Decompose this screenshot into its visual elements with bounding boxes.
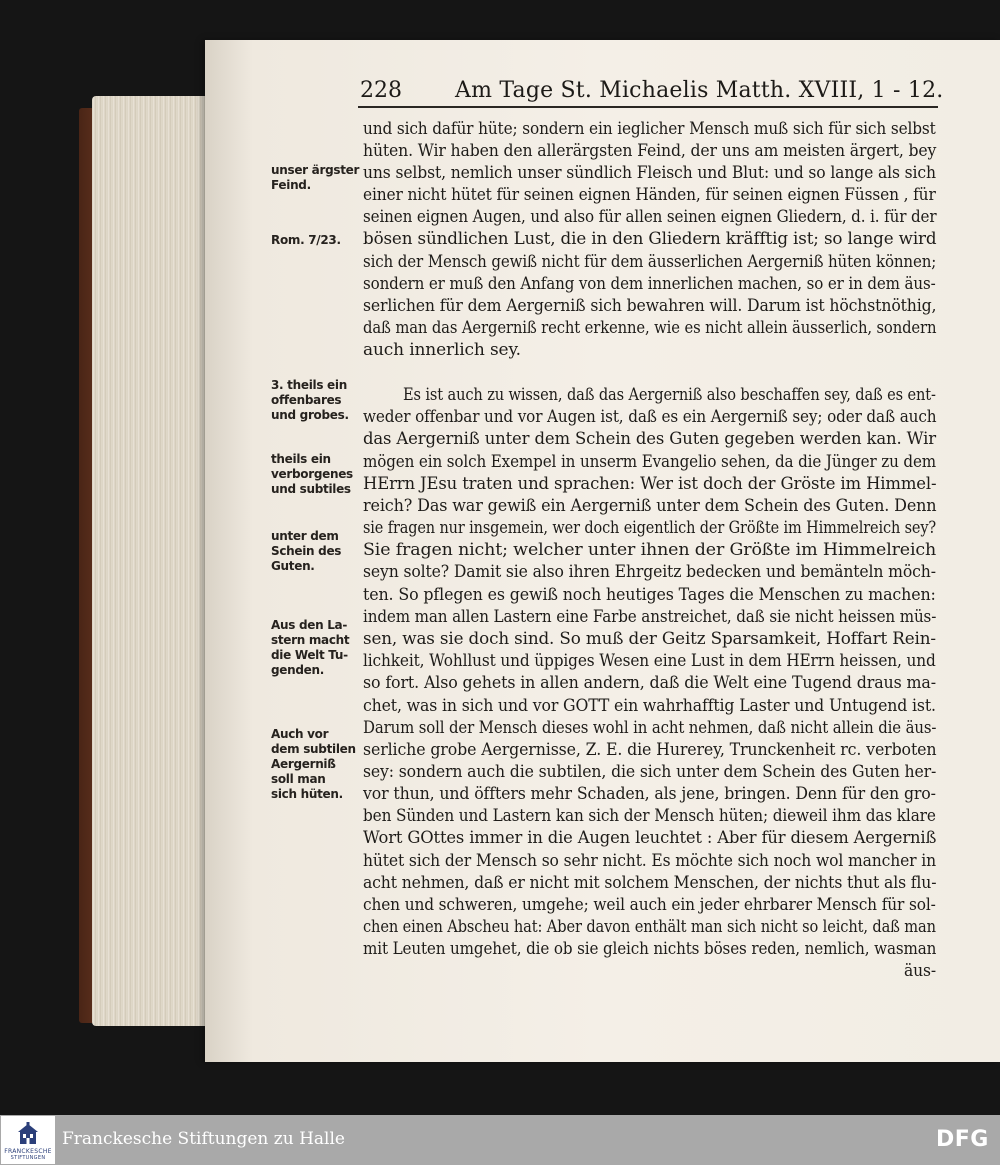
margin-note: theils ein verborgenes und subtiles: [271, 452, 353, 496]
text-line: Es ist auch zu wissen, daß das Aergerniß also beschaffen sey, daß es ent-: [403, 385, 936, 405]
text-line: serliche grobe Aergernisse, Z. E. die Hurerey, Trunckenheit rc. verboten: [363, 740, 937, 760]
institution-logo[interactable]: [1, 1116, 55, 1164]
text-line: Sie fragen nicht; welcher unter ihnen der Größte im Himmelreich: [363, 540, 937, 560]
margin-note: unser ärgster Feind.: [271, 163, 360, 192]
orphanage-building-icon: [18, 1122, 38, 1146]
text-line: und sich dafür hüte; sondern ein ieglicher Mensch muß sich für sich selbst: [363, 119, 936, 139]
text-line: einer nicht hütet für seinen eignen Händen, für seinen eignen Füssen , für: [363, 185, 936, 205]
page-number: 228: [360, 78, 402, 103]
running-title: Am Tage St. Michaelis Matth. XVIII, 1 - 12.: [455, 78, 944, 103]
text-line: sen, was sie doch sind. So muß der Geitz Sparsamkeit, Hoffart Rein-: [363, 629, 936, 649]
margin-note: 3. theils ein offenbares und grobes.: [271, 378, 349, 422]
text-line: lichkeit, Wohllust und üppiges Wesen eine Lust in dem HErrn heissen, und: [363, 651, 936, 671]
text-line: sie fragen nur insgemein, wer doch eigentlich der Größte im Himmelreich sey?: [363, 518, 937, 538]
text-line: serlichen für dem Aergerniß sich bewahren will. Darum ist höchstnöthig,: [363, 296, 937, 316]
text-line: das Aergerniß unter dem Schein des Guten gegeben werden kan. Wir: [363, 429, 936, 449]
text-line: sich der Mensch gewiß nicht für dem äusserlichen Aergerniß hüten können;: [363, 252, 937, 272]
text-line: auch innerlich sey.: [363, 340, 521, 360]
text-line: acht nehmen, daß er nicht mit solchem Menschen, der nichts thut als flu-: [363, 873, 937, 893]
text-line: weder offenbar und vor Augen ist, daß es ein Aergerniß sey; oder daß auch: [363, 407, 937, 427]
text-line: chet, was in sich und vor GOTT ein wahrhafftig Laster und Untugend ist.: [363, 696, 936, 716]
text-line: äus-: [904, 961, 936, 981]
margin-note: Aus den La- stern macht die Welt Tu- genden.: [271, 618, 350, 677]
text-line: mit Leuten umgehet, die ob sie gleich nichts böses reden, nemlich, wasman: [363, 939, 937, 959]
margin-note: unter dem Schein des Guten.: [271, 529, 342, 573]
book-page-edges: [92, 96, 212, 1026]
text-line: chen einen Abscheu hat: Aber davon enthält man sich nicht so leicht, daß man: [363, 917, 936, 937]
text-line: mögen ein solch Exempel in unserm Evangelio sehen, da die Jünger zu dem: [363, 452, 937, 472]
text-line: sondern er muß den Anfang von dem innerlichen machen, so er in dem äus-: [363, 274, 936, 294]
text-line: hüten. Wir haben den allerärgsten Feind, der uns am meisten ärgert, bey: [363, 141, 937, 161]
margin-note: Auch vor dem subtilen Aergerniß soll man sich hüten.: [271, 727, 356, 801]
text-line: Wort GOttes immer in die Augen leuchtet : Aber für diesem Aergerniß: [363, 828, 937, 848]
margin-note: Rom. 7/23.: [271, 233, 341, 247]
text-line: Darum soll der Mensch dieses wohl in acht nehmen, daß nicht allein die äus-: [363, 718, 937, 738]
header-rule: [358, 106, 938, 108]
dfg-logo[interactable]: DFG: [936, 1127, 989, 1152]
text-line: seinen eignen Augen, und also für allen seinen eignen Gliedern, d. i. für der: [363, 207, 937, 227]
text-line: hütet sich der Mensch so sehr nicht. Es möchte sich noch wol mancher in: [363, 851, 937, 871]
institution-name: Franckesche Stiftungen zu Halle: [62, 1129, 345, 1149]
text-line: indem man allen Lastern eine Farbe anstreichet, daß sie nicht heissen müs-: [363, 607, 937, 627]
text-line: ben Sünden und Lastern kan sich der Mensch hüten; dieweil ihm das klare: [363, 806, 936, 826]
text-line: so fort. Also gehets in allen andern, daß die Welt eine Tugend draus ma-: [363, 673, 936, 693]
text-line: chen und schweren, umgehe; weil auch ein jeder ehrbarer Mensch für sol-: [363, 895, 936, 915]
text-line: seyn solte? Damit sie also ihren Ehrgeitz bedecken und bemänteln möch-: [363, 562, 936, 582]
text-line: bösen sündlichen Lust, die in den Gliedern kräfftig ist; so lange wird: [363, 229, 937, 249]
text-line: HErrn JEsu traten und sprachen: Wer ist doch der Gröste im Himmel-: [363, 474, 937, 494]
logo-caption: FRANCKESCHE: [4, 1148, 52, 1155]
logo-caption-sub: STIFTUNGEN: [10, 1155, 46, 1161]
text-line: reich? Das war gewiß ein Aergerniß unter dem Schein des Guten. Denn: [363, 496, 937, 516]
text-line: ten. So pflegen es gewiß noch heutiges Tages die Menschen zu machen:: [363, 585, 936, 605]
text-line: sey: sondern auch die subtilen, die sich unter dem Schein des Guten her-: [363, 762, 937, 782]
text-line: vor thun, und öffters mehr Schaden, als jene, bringen. Denn für den gro-: [363, 784, 936, 804]
text-line: daß man das Aergerniß recht erkenne, wie es nicht allein äusserlich, sondern: [363, 318, 937, 338]
text-line: uns selbst, nemlich unser sündlich Fleisch und Blut: und so lange als sich: [363, 163, 936, 183]
